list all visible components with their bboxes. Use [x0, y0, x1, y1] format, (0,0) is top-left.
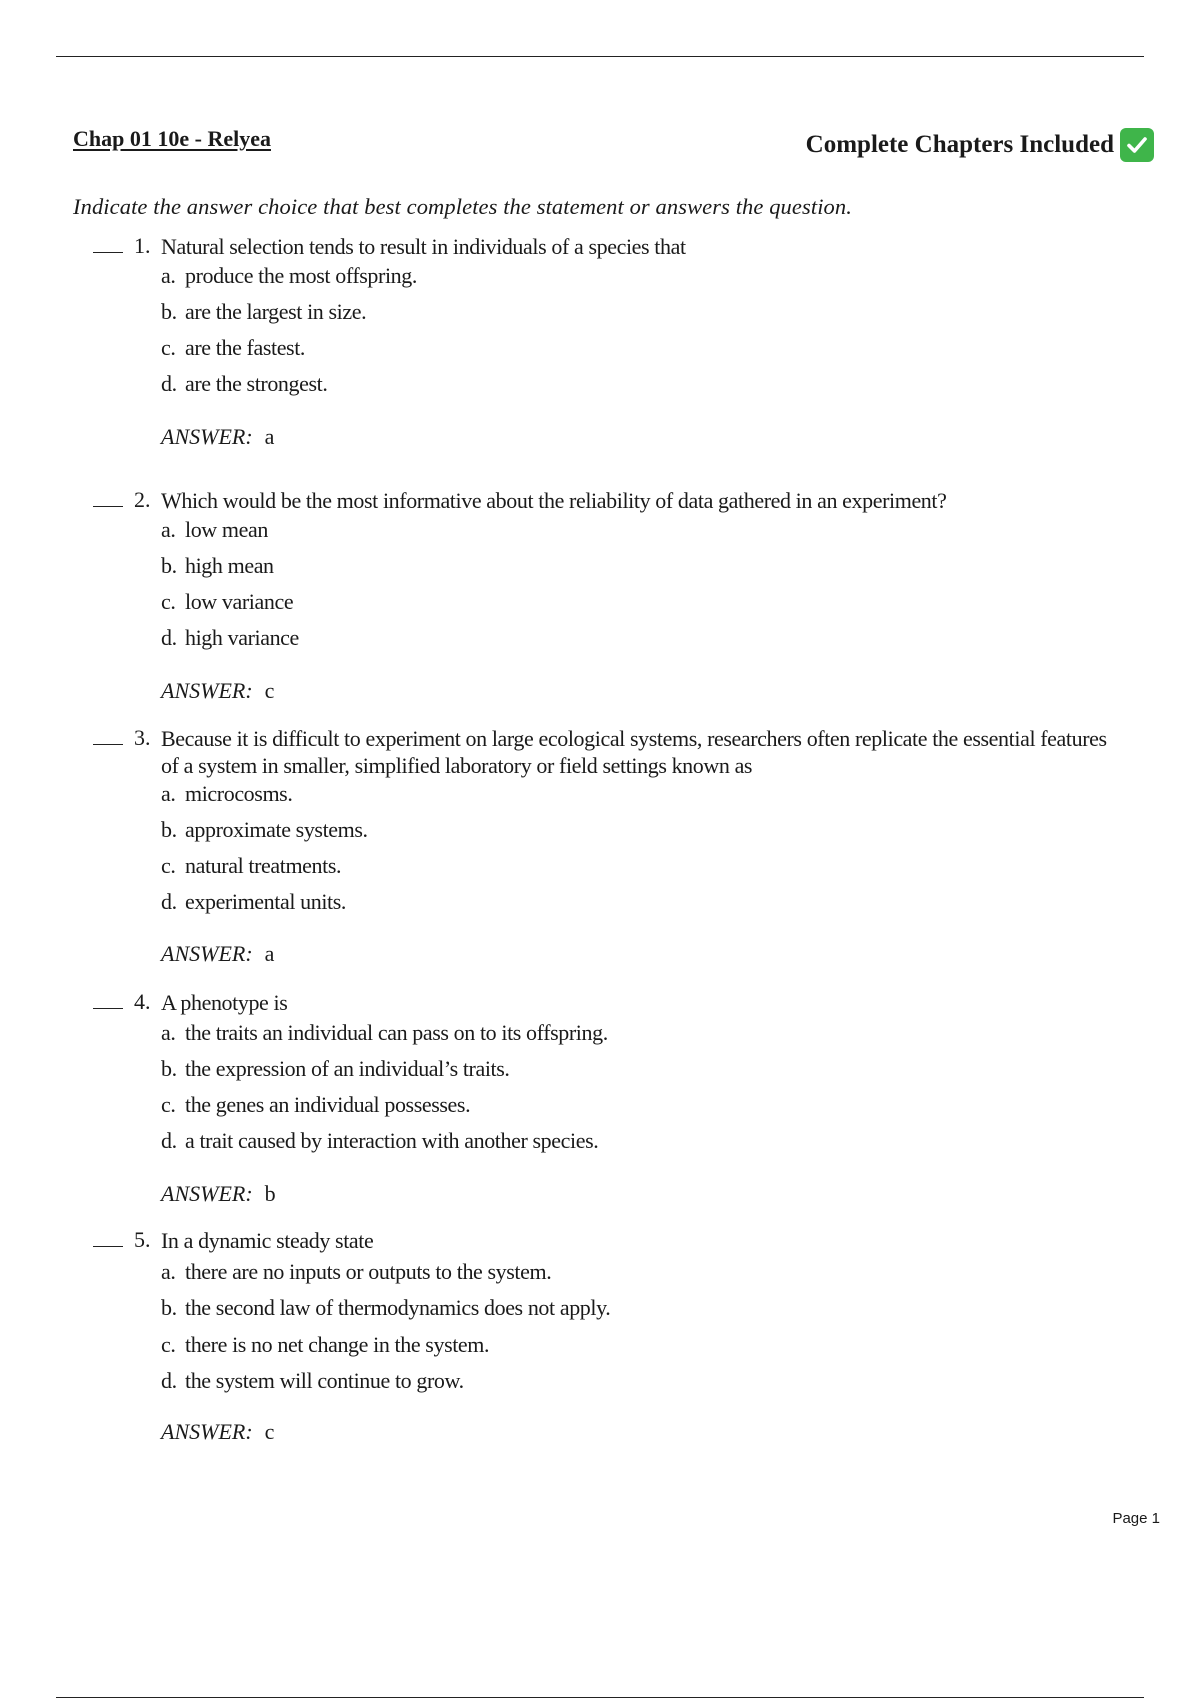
- option-letter: c.: [161, 853, 176, 878]
- question-number: 1.: [134, 233, 151, 258]
- question-text: Natural selection tends to result in individuals of a species that: [161, 234, 686, 259]
- option-d: [161, 889, 346, 915]
- option-a: [161, 517, 268, 543]
- option-text: the system will continue to grow.: [185, 1368, 464, 1393]
- option-letter: a.: [161, 263, 176, 288]
- question-number: 2.: [134, 487, 151, 512]
- option-letter: d.: [161, 371, 177, 396]
- answer-label: ANSWER:: [161, 678, 253, 703]
- answer-label: ANSWER:: [161, 1419, 253, 1444]
- option-text: high variance: [185, 625, 299, 650]
- option-d: [161, 625, 299, 651]
- option-b: [161, 1295, 610, 1321]
- option-letter: b.: [161, 1056, 177, 1081]
- option-letter: b.: [161, 299, 177, 324]
- answer-blank: [93, 252, 123, 253]
- option-d: [161, 371, 327, 397]
- option-letter: c.: [161, 589, 176, 614]
- answer-value: c: [264, 1419, 275, 1444]
- option-b: [161, 553, 274, 579]
- option-a: [161, 781, 292, 807]
- option-text: approximate systems.: [185, 817, 368, 842]
- option-letter: c.: [161, 1092, 176, 1117]
- answer-line: [161, 941, 274, 967]
- option-a: [161, 1020, 608, 1046]
- instructions: Indicate the answer choice that best completes the statement or answers the question.: [73, 194, 852, 219]
- bottom-rule: [56, 1697, 1144, 1698]
- answer-line: [161, 1419, 274, 1445]
- answer-line: [161, 424, 274, 450]
- answer-line: [161, 678, 274, 704]
- option-text: low mean: [185, 517, 268, 542]
- option-b: [161, 817, 368, 843]
- option-text: the traits an individual can pass on to its offspring.: [185, 1020, 608, 1045]
- document-title: Chap 01 10e - Relyea: [73, 126, 271, 151]
- option-text: are the largest in size.: [185, 299, 367, 324]
- option-text: a trait caused by interaction with another species.: [185, 1128, 599, 1153]
- option-letter: d.: [161, 889, 177, 914]
- option-letter: a.: [161, 1259, 176, 1284]
- question-number: 4.: [134, 989, 151, 1014]
- option-letter: b.: [161, 817, 177, 842]
- banner-text: Complete Chapters Included: [805, 131, 1114, 158]
- option-text: microcosms.: [185, 781, 293, 806]
- option-text: the second law of thermodynamics does not apply.: [185, 1295, 611, 1320]
- answer-line: [161, 1181, 276, 1207]
- option-text: are the strongest.: [185, 371, 328, 396]
- option-c: [161, 1332, 489, 1358]
- answer-value: a: [264, 424, 275, 449]
- answer-blank: [93, 744, 123, 745]
- option-text: low variance: [185, 589, 294, 614]
- option-letter: c.: [161, 335, 176, 360]
- option-letter: b.: [161, 1295, 177, 1320]
- option-a: [161, 263, 417, 289]
- answer-value: c: [264, 678, 275, 703]
- question-text: Because it is difficult to experiment on large ecological systems, researchers often replicate the essential features of a system in smaller, simplified laboratory or field settings known as: [161, 726, 1107, 778]
- answer-blank: [93, 1008, 123, 1009]
- question-text: A phenotype is: [161, 990, 288, 1015]
- answer-label: ANSWER:: [161, 941, 253, 966]
- option-c: [161, 589, 293, 615]
- question-text: Which would be the most informative about the reliability of data gathered in an experiment?: [161, 488, 947, 513]
- question-number: 3.: [134, 725, 151, 750]
- option-text: there are no inputs or outputs to the system.: [185, 1259, 552, 1284]
- answer-blank: [93, 1246, 123, 1247]
- option-text: are the fastest.: [185, 335, 306, 360]
- option-d: [161, 1368, 464, 1394]
- option-text: produce the most offspring.: [185, 263, 417, 288]
- option-a: [161, 1259, 551, 1285]
- option-letter: a.: [161, 1020, 176, 1045]
- answer-value: a: [264, 941, 275, 966]
- option-b: [161, 1056, 510, 1082]
- option-letter: a.: [161, 517, 176, 542]
- option-c: [161, 1092, 470, 1118]
- option-text: the genes an individual possesses.: [185, 1092, 471, 1117]
- question-text: In a dynamic steady state: [161, 1228, 374, 1253]
- option-letter: a.: [161, 781, 176, 806]
- option-text: there is no net change in the system.: [185, 1332, 490, 1357]
- page-number: Page 1: [1112, 1510, 1160, 1527]
- question-number: 5.: [134, 1227, 151, 1252]
- option-letter: d.: [161, 1368, 177, 1393]
- option-letter: c.: [161, 1332, 176, 1357]
- answer-value: b: [264, 1181, 276, 1206]
- option-letter: d.: [161, 1128, 177, 1153]
- option-letter: d.: [161, 625, 177, 650]
- option-d: [161, 1128, 598, 1154]
- option-text: the expression of an individual’s traits.: [185, 1056, 510, 1081]
- answer-blank: [93, 506, 123, 507]
- option-c: [161, 853, 341, 879]
- option-text: experimental units.: [185, 889, 347, 914]
- option-text: natural treatments.: [185, 853, 342, 878]
- option-c: [161, 335, 305, 361]
- option-b: [161, 299, 366, 325]
- option-text: high mean: [185, 553, 274, 578]
- option-letter: b.: [161, 553, 177, 578]
- answer-label: ANSWER:: [161, 424, 253, 449]
- answer-label: ANSWER:: [161, 1181, 253, 1206]
